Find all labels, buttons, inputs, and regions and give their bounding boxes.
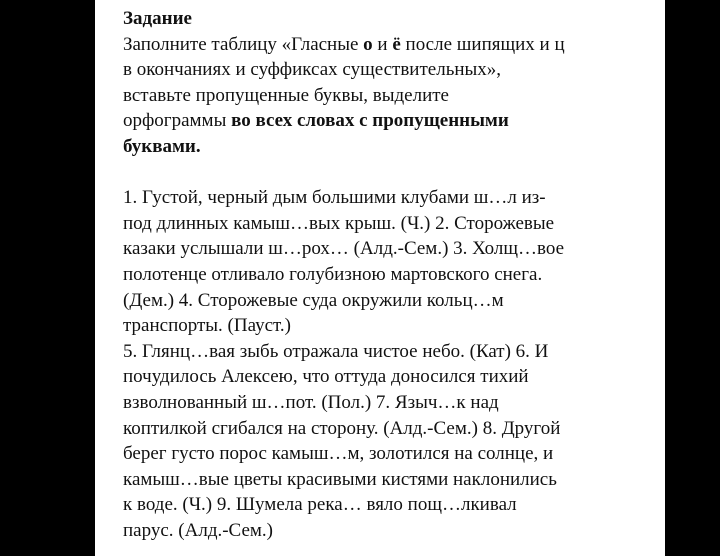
exercise-line: 1. Густой, черный дым большими клубами ш…л из- — [123, 187, 546, 209]
exercise-line: взволнованный ш…пот. (Пол.) 7. Языч…к над — [123, 391, 499, 413]
exercise-line: 5. Глянц…вая зыбь отражала чистое небо. (Кат) 6. И — [123, 340, 549, 362]
task-heading: Задание — [123, 8, 192, 29]
highlight-letter-o: о — [363, 33, 373, 55]
exercise-line: полотенце отливало голубизною мартовского снега. — [123, 263, 543, 285]
exercise-line: парус. (Алд.-Сем.) — [123, 519, 273, 541]
exercise-line: транспорты. (Пауст.) — [123, 315, 291, 337]
exercise-line: под длинных камыш…вых крыш. (Ч.) 2. Сторожевые — [123, 212, 555, 234]
task-emphasis: во всех словах с пропущенными — [231, 110, 509, 132]
document-page — [95, 0, 665, 556]
task-line-2: в окончаниях и суффиксах существительных», — [123, 59, 502, 81]
exercise-line: к воде. (Ч.) 9. Шумела река… вяло пощ…лкивал — [123, 494, 517, 516]
exercise-line: камыш…вые цветы красивыми кистями наклонились — [123, 468, 557, 490]
task-line-3: вставьте пропущенные буквы, выделите — [123, 84, 449, 106]
task-line-1: Заполните таблицу «Гласные о и ё после шипящих и ц — [123, 33, 565, 55]
task-line-4: орфограммы во всех словах с пропущенными — [123, 110, 509, 132]
paragraph-gap — [123, 160, 663, 186]
document-body — [123, 6, 663, 543]
exercise-line: коптилкой сгибался на сторону. (Алд.-Сем.) 8. Другой — [123, 417, 561, 439]
exercise-line: берег густо порос камыш…м, золотился на солнце, и — [123, 443, 554, 465]
task-line-5: буквами. — [123, 135, 201, 157]
highlight-letter-yo: ё — [392, 33, 401, 55]
exercise-line: казаки услышали ш…рох… (Алд.-Сем.) 3. Холщ…вое — [123, 238, 565, 260]
exercise-line: (Дем.) 4. Сторожевые суда окружили кольц…м — [123, 289, 504, 311]
exercise-line: почудилось Алексею, что оттуда доносился тихий — [123, 366, 529, 388]
